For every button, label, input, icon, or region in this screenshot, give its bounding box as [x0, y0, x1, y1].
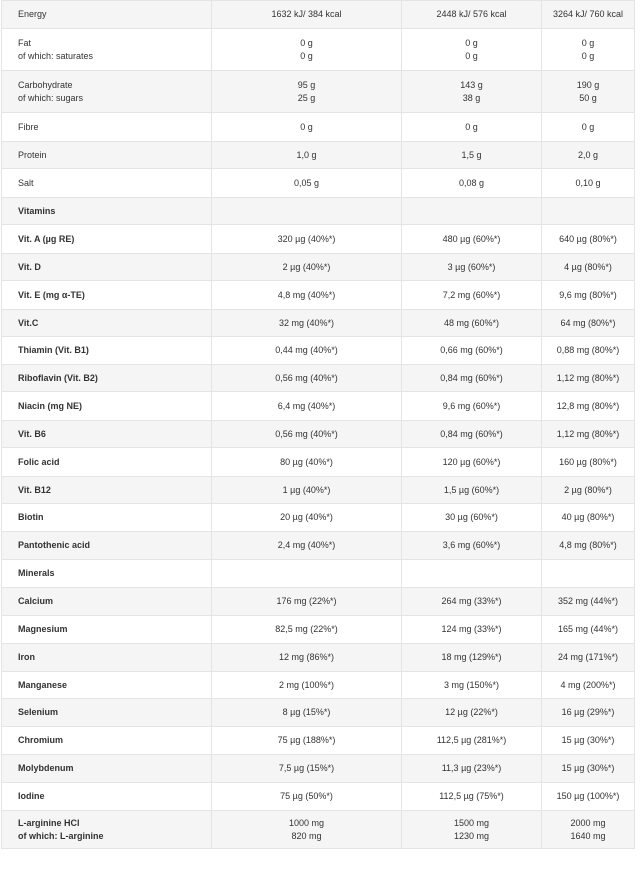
nutrient-name: Vit. E (mg α-TE) [18, 289, 85, 300]
value-serving-1: 20 µg (40%*) [280, 512, 333, 522]
nutrient-name-cell [2, 281, 212, 310]
nutrient-name: Vit. B12 [18, 484, 51, 495]
nutrient-name: Minerals [18, 568, 55, 578]
value-serving-3-cell [542, 421, 635, 448]
value-serving-3: 40 µg (80%*) [561, 512, 615, 522]
value-serving-3: 352 mg (44%*) [557, 596, 619, 606]
value-serving-1-cell [212, 644, 402, 672]
value-serving-2-cell [402, 29, 542, 71]
value-serving-2-cell [402, 169, 542, 198]
value-serving-1: 2,4 mg (40%*) [277, 540, 336, 550]
value-serving-1-cell [212, 392, 402, 421]
value-serving-3: 160 µg (80%*) [559, 456, 617, 467]
nutrient-name: Vit. B6 [18, 428, 46, 439]
table-row [2, 644, 635, 672]
value-serving-2-cell [402, 616, 542, 644]
value-serving-3-cell [542, 532, 635, 560]
value-serving-1-cell [212, 783, 402, 811]
value-serving-1-cell [212, 142, 402, 169]
value-serving-1: 82,5 mg (22%*) [275, 624, 338, 634]
nutrient-name: Magnesium [18, 624, 68, 634]
table-row [2, 448, 635, 477]
value-serving-1: 0,44 mg (40%*) [275, 345, 338, 355]
value-serving-1: 4,8 mg (40%*) [277, 289, 336, 300]
value-serving-1-cell [212, 477, 402, 504]
value-serving-2: 0,66 mg (60%*) [440, 345, 503, 355]
value-serving-3: 190 g [576, 79, 600, 90]
table-row [2, 477, 635, 504]
value-serving-1-cell [212, 532, 402, 560]
value-serving-3-cell [542, 392, 635, 421]
value-serving-1-cell [212, 448, 402, 477]
value-serving-2-cell [402, 281, 542, 310]
value-serving-2-cell [402, 113, 542, 142]
value-serving-1-cell [212, 588, 402, 616]
table-row [2, 392, 635, 421]
value-serving-3: 4,8 mg (80%*) [559, 540, 617, 550]
value-serving-2-cell [402, 421, 542, 448]
value-serving-1-cell [212, 421, 402, 448]
value-serving-2-cell [402, 71, 542, 113]
value-serving-3-cell [542, 811, 635, 849]
value-serving-1: 0,05 g [293, 177, 320, 188]
value-serving-3: 1,12 mg (80%*) [556, 428, 620, 439]
value-serving-2: 0 g [465, 121, 478, 132]
value-serving-1-cell [212, 71, 402, 113]
nutrient-name-cell [2, 142, 212, 169]
value-serving-2: 112,5 µg (281%*) [436, 735, 507, 745]
value-serving-2-cell [402, 477, 542, 504]
value-serving-1-cell [212, 727, 402, 755]
value-serving-3: 2 µg (80%*) [564, 484, 612, 495]
nutrient-name: Energy [18, 9, 47, 19]
value-serving-1-cell [212, 281, 402, 310]
nutrient-name: Calcium [18, 596, 54, 606]
table-row [2, 727, 635, 755]
table-row [2, 560, 635, 588]
nutrient-name: of which: L-arginine [18, 830, 104, 841]
value-serving-1: 1 µg (40%*) [282, 484, 331, 495]
nutrient-name-cell [2, 755, 212, 783]
value-serving-2-cell [402, 644, 542, 672]
value-serving-1: 32 mg (40%*) [278, 317, 335, 328]
nutrient-name-cell [2, 421, 212, 448]
nutrient-name-cell [2, 29, 212, 71]
nutrient-name: Pantothenic acid [18, 540, 91, 550]
nutrient-name: Fibre [18, 121, 39, 132]
nutrient-name-cell [2, 560, 212, 588]
value-serving-1-cell [212, 1, 402, 29]
nutrient-name: Vit.C [18, 317, 39, 328]
nutrient-name-cell [2, 310, 212, 337]
table-row [2, 337, 635, 365]
nutrient-name: Vitamins [18, 205, 56, 216]
value-serving-3-cell [542, 504, 635, 532]
value-serving-2-cell [402, 337, 542, 365]
value-serving-1: 8 µg (15%*) [282, 707, 331, 717]
value-serving-3: 24 mg (171%*) [557, 652, 619, 662]
value-serving-1-cell [212, 113, 402, 142]
value-serving-3: 4 mg (200%*) [560, 679, 616, 690]
nutrient-name-cell [2, 699, 212, 727]
nutrient-name: Fat [18, 37, 32, 48]
value-serving-3: 0,88 mg (80%*) [556, 345, 620, 355]
value-serving-3-cell [542, 71, 635, 113]
value-serving-2: 3 µg (60%*) [447, 261, 496, 272]
value-serving-3-cell [542, 783, 635, 811]
nutrition-table-body [2, 1, 635, 849]
nutrient-name-cell [2, 71, 212, 113]
nutrient-name-cell [2, 169, 212, 198]
value-serving-1: 0,56 mg (40%*) [275, 372, 338, 383]
nutrient-name: Protein [18, 149, 47, 160]
value-serving-3-cell [542, 113, 635, 142]
value-serving-3: 64 mg (80%*) [560, 317, 616, 328]
value-serving-1-cell [212, 560, 402, 588]
table-row [2, 142, 635, 169]
value-serving-3: 2000 mg [570, 817, 606, 828]
nutrient-name: of which: saturates [18, 50, 94, 61]
value-serving-2-cell [402, 755, 542, 783]
value-serving-1: 0,56 mg (40%*) [275, 428, 338, 439]
value-serving-3-cell [542, 198, 635, 225]
value-serving-3: 0,10 g [575, 177, 601, 188]
value-serving-2-cell [402, 225, 542, 254]
table-row [2, 421, 635, 448]
value-serving-3-cell [542, 727, 635, 755]
nutrient-name: Selenium [18, 707, 59, 717]
table-row [2, 699, 635, 727]
table-row [2, 588, 635, 616]
value-serving-3-cell [542, 448, 635, 477]
value-serving-2-cell [402, 142, 542, 169]
value-serving-1: 1,0 g [296, 149, 317, 160]
table-row [2, 29, 635, 71]
nutrient-name-cell [2, 477, 212, 504]
value-serving-3: 50 g [579, 92, 597, 103]
nutrient-name-cell [2, 225, 212, 254]
value-serving-3-cell [542, 1, 635, 29]
table-row [2, 616, 635, 644]
value-serving-1: 820 mg [291, 830, 322, 841]
table-row [2, 254, 635, 281]
value-serving-1: 80 µg (40%*) [280, 456, 333, 467]
value-serving-3-cell [542, 29, 635, 71]
table-row [2, 225, 635, 254]
table-row [2, 1, 635, 29]
value-serving-2-cell [402, 254, 542, 281]
value-serving-2: 0,84 mg (60%*) [440, 372, 503, 383]
value-serving-3-cell [542, 616, 635, 644]
value-serving-3-cell [542, 169, 635, 198]
value-serving-1: 0 g [300, 50, 313, 61]
value-serving-3: 4 µg (80%*) [564, 261, 612, 272]
value-serving-2-cell [402, 504, 542, 532]
value-serving-3: 15 µg (30%*) [561, 735, 615, 745]
value-serving-2: 264 mg (33%*) [441, 596, 502, 606]
nutrition-table [1, 0, 635, 849]
value-serving-2: 112,5 µg (75%*) [439, 791, 504, 801]
value-serving-2-cell [402, 588, 542, 616]
value-serving-2: 0,84 mg (60%*) [440, 428, 503, 439]
nutrient-name-cell [2, 532, 212, 560]
value-serving-1-cell [212, 310, 402, 337]
value-serving-1: 1000 mg [288, 817, 325, 828]
value-serving-3: 0 g [581, 37, 595, 48]
value-serving-3-cell [542, 644, 635, 672]
nutrient-name: L-arginine HCl [18, 817, 80, 828]
value-serving-2: 1500 mg [453, 817, 490, 828]
value-serving-2-cell [402, 1, 542, 29]
value-serving-3-cell [542, 477, 635, 504]
nutrient-name-cell [2, 644, 212, 672]
value-serving-1: 95 g [297, 79, 316, 90]
value-serving-3: 165 mg (44%*) [557, 624, 619, 634]
nutrient-name-cell [2, 365, 212, 392]
value-serving-1-cell [212, 672, 402, 699]
value-serving-1-cell [212, 198, 402, 225]
value-serving-2: 480 µg (60%*) [442, 233, 501, 244]
value-serving-2-cell [402, 365, 542, 392]
value-serving-2-cell [402, 198, 542, 225]
value-serving-1-cell [212, 254, 402, 281]
nutrient-name-cell [2, 672, 212, 699]
nutrient-name: of which: sugars [18, 92, 84, 103]
value-serving-3: 1640 mg [570, 830, 606, 841]
value-serving-3-cell [542, 337, 635, 365]
nutrient-name: Folic acid [18, 456, 60, 467]
value-serving-1: 75 µg (188%*) [277, 735, 336, 745]
value-serving-3-cell [542, 560, 635, 588]
value-serving-1: 1632 kJ/ 384 kcal [271, 9, 342, 19]
nutrient-name-cell [2, 448, 212, 477]
value-serving-2: 3 mg (150%*) [443, 679, 500, 690]
value-serving-2: 0 g [465, 50, 478, 61]
value-serving-1-cell [212, 504, 402, 532]
table-row [2, 532, 635, 560]
value-serving-3: 9,6 mg (80%*) [559, 289, 617, 300]
value-serving-1: 75 µg (50%*) [280, 791, 333, 801]
nutrient-name: Chromium [18, 735, 63, 745]
value-serving-2-cell [402, 310, 542, 337]
nutrient-name: Biotin [18, 512, 44, 522]
value-serving-1: 176 mg (22%*) [276, 596, 337, 606]
value-serving-3-cell [542, 254, 635, 281]
value-serving-2: 9,6 mg (60%*) [442, 400, 501, 411]
value-serving-2: 30 µg (60%*) [445, 512, 498, 522]
value-serving-2-cell [402, 532, 542, 560]
value-serving-2: 120 µg (60%*) [442, 456, 501, 467]
value-serving-1: 0 g [300, 37, 313, 48]
value-serving-3: 2,0 g [577, 149, 599, 160]
nutrient-name: Iron [18, 652, 35, 662]
value-serving-1: 2 µg (40%*) [282, 261, 331, 272]
nutrient-name-cell [2, 504, 212, 532]
value-serving-1: 2 mg (100%*) [278, 679, 335, 690]
value-serving-2: 0,08 g [458, 177, 485, 188]
table-row [2, 783, 635, 811]
nutrient-name-cell [2, 198, 212, 225]
value-serving-1-cell [212, 811, 402, 849]
value-serving-1-cell [212, 616, 402, 644]
nutrient-name: Vit. D [18, 261, 41, 272]
nutrient-name: Manganese [18, 679, 68, 690]
nutrient-name-cell [2, 113, 212, 142]
nutrient-name-cell [2, 727, 212, 755]
value-serving-1: 7,5 µg (15%*) [278, 763, 335, 773]
nutrient-name: Vit. A (µg RE) [18, 233, 75, 244]
value-serving-2-cell [402, 811, 542, 849]
value-serving-3: 0 g [581, 121, 595, 132]
value-serving-2-cell [402, 448, 542, 477]
nutrient-name-cell [2, 254, 212, 281]
value-serving-2-cell [402, 727, 542, 755]
nutrient-name-cell [2, 616, 212, 644]
value-serving-1-cell [212, 225, 402, 254]
value-serving-2: 0 g [465, 37, 478, 48]
value-serving-2: 143 g [460, 79, 483, 90]
value-serving-3-cell [542, 699, 635, 727]
nutrient-name-cell [2, 337, 212, 365]
value-serving-2: 12 µg (22%*) [445, 707, 498, 717]
value-serving-1-cell [212, 699, 402, 727]
value-serving-3-cell [542, 310, 635, 337]
table-row [2, 672, 635, 699]
table-row [2, 504, 635, 532]
value-serving-1-cell [212, 337, 402, 365]
value-serving-3-cell [542, 365, 635, 392]
table-row [2, 71, 635, 113]
value-serving-3-cell [542, 588, 635, 616]
value-serving-2-cell [402, 672, 542, 699]
value-serving-2: 18 mg (129%*) [441, 652, 502, 662]
value-serving-2: 3,6 mg (60%*) [442, 540, 501, 550]
nutrient-name: Molybdenum [18, 763, 74, 773]
value-serving-1: 6,4 mg (40%*) [277, 400, 336, 411]
value-serving-2-cell [402, 783, 542, 811]
value-serving-3-cell [542, 281, 635, 310]
value-serving-3: 0 g [581, 50, 595, 61]
table-row [2, 281, 635, 310]
value-serving-3-cell [542, 755, 635, 783]
value-serving-1: 12 mg (86%*) [278, 652, 335, 662]
value-serving-2: 7,2 mg (60%*) [442, 289, 501, 300]
nutrient-name-cell [2, 811, 212, 849]
nutrient-name: Riboflavin (Vit. B2) [18, 372, 98, 383]
value-serving-2: 1230 mg [453, 830, 490, 841]
value-serving-1: 0 g [300, 121, 313, 132]
table-row [2, 365, 635, 392]
value-serving-3: 12,8 mg (80%*) [556, 400, 620, 411]
value-serving-1-cell [212, 755, 402, 783]
table-row [2, 113, 635, 142]
table-row [2, 169, 635, 198]
value-serving-2: 11,3 µg (23%*) [441, 763, 502, 773]
table-row [2, 310, 635, 337]
value-serving-3: 16 µg (29%*) [561, 707, 615, 717]
value-serving-1: 320 µg (40%*) [277, 233, 336, 244]
value-serving-1-cell [212, 365, 402, 392]
value-serving-2-cell [402, 392, 542, 421]
nutrient-name-cell [2, 392, 212, 421]
value-serving-1-cell [212, 29, 402, 71]
value-serving-2: 1,5 µg (60%*) [443, 484, 500, 495]
value-serving-3: 640 µg (80%*) [559, 233, 617, 244]
value-serving-2-cell [402, 699, 542, 727]
nutrient-name: Iodine [18, 791, 45, 801]
value-serving-1-cell [212, 169, 402, 198]
value-serving-2: 38 g [462, 92, 481, 103]
nutrient-name-cell [2, 1, 212, 29]
value-serving-3-cell [542, 672, 635, 699]
value-serving-2: 1,5 g [461, 149, 482, 160]
table-row [2, 811, 635, 849]
value-serving-3-cell [542, 225, 635, 254]
nutrient-name: Salt [18, 177, 34, 188]
nutrient-name-cell [2, 783, 212, 811]
nutrient-name-cell [2, 588, 212, 616]
table-row [2, 755, 635, 783]
value-serving-2-cell [402, 560, 542, 588]
value-serving-2: 124 mg (33%*) [441, 624, 502, 634]
value-serving-2: 48 mg (60%*) [443, 317, 500, 328]
value-serving-3: 1,12 mg (80%*) [556, 372, 620, 383]
value-serving-2: 2448 kJ/ 576 kcal [436, 9, 507, 19]
value-serving-1: 25 g [297, 92, 316, 103]
table-row [2, 198, 635, 225]
nutrient-name: Thiamin (Vit. B1) [18, 345, 89, 355]
value-serving-3-cell [542, 142, 635, 169]
value-serving-3: 3264 kJ/ 760 kcal [552, 9, 624, 19]
value-serving-3: 150 µg (100%*) [556, 791, 620, 801]
value-serving-3: 15 µg (30%*) [561, 763, 615, 773]
nutrient-name: Carbohydrate [18, 79, 73, 90]
nutrient-name: Niacin (mg NE) [18, 400, 83, 411]
